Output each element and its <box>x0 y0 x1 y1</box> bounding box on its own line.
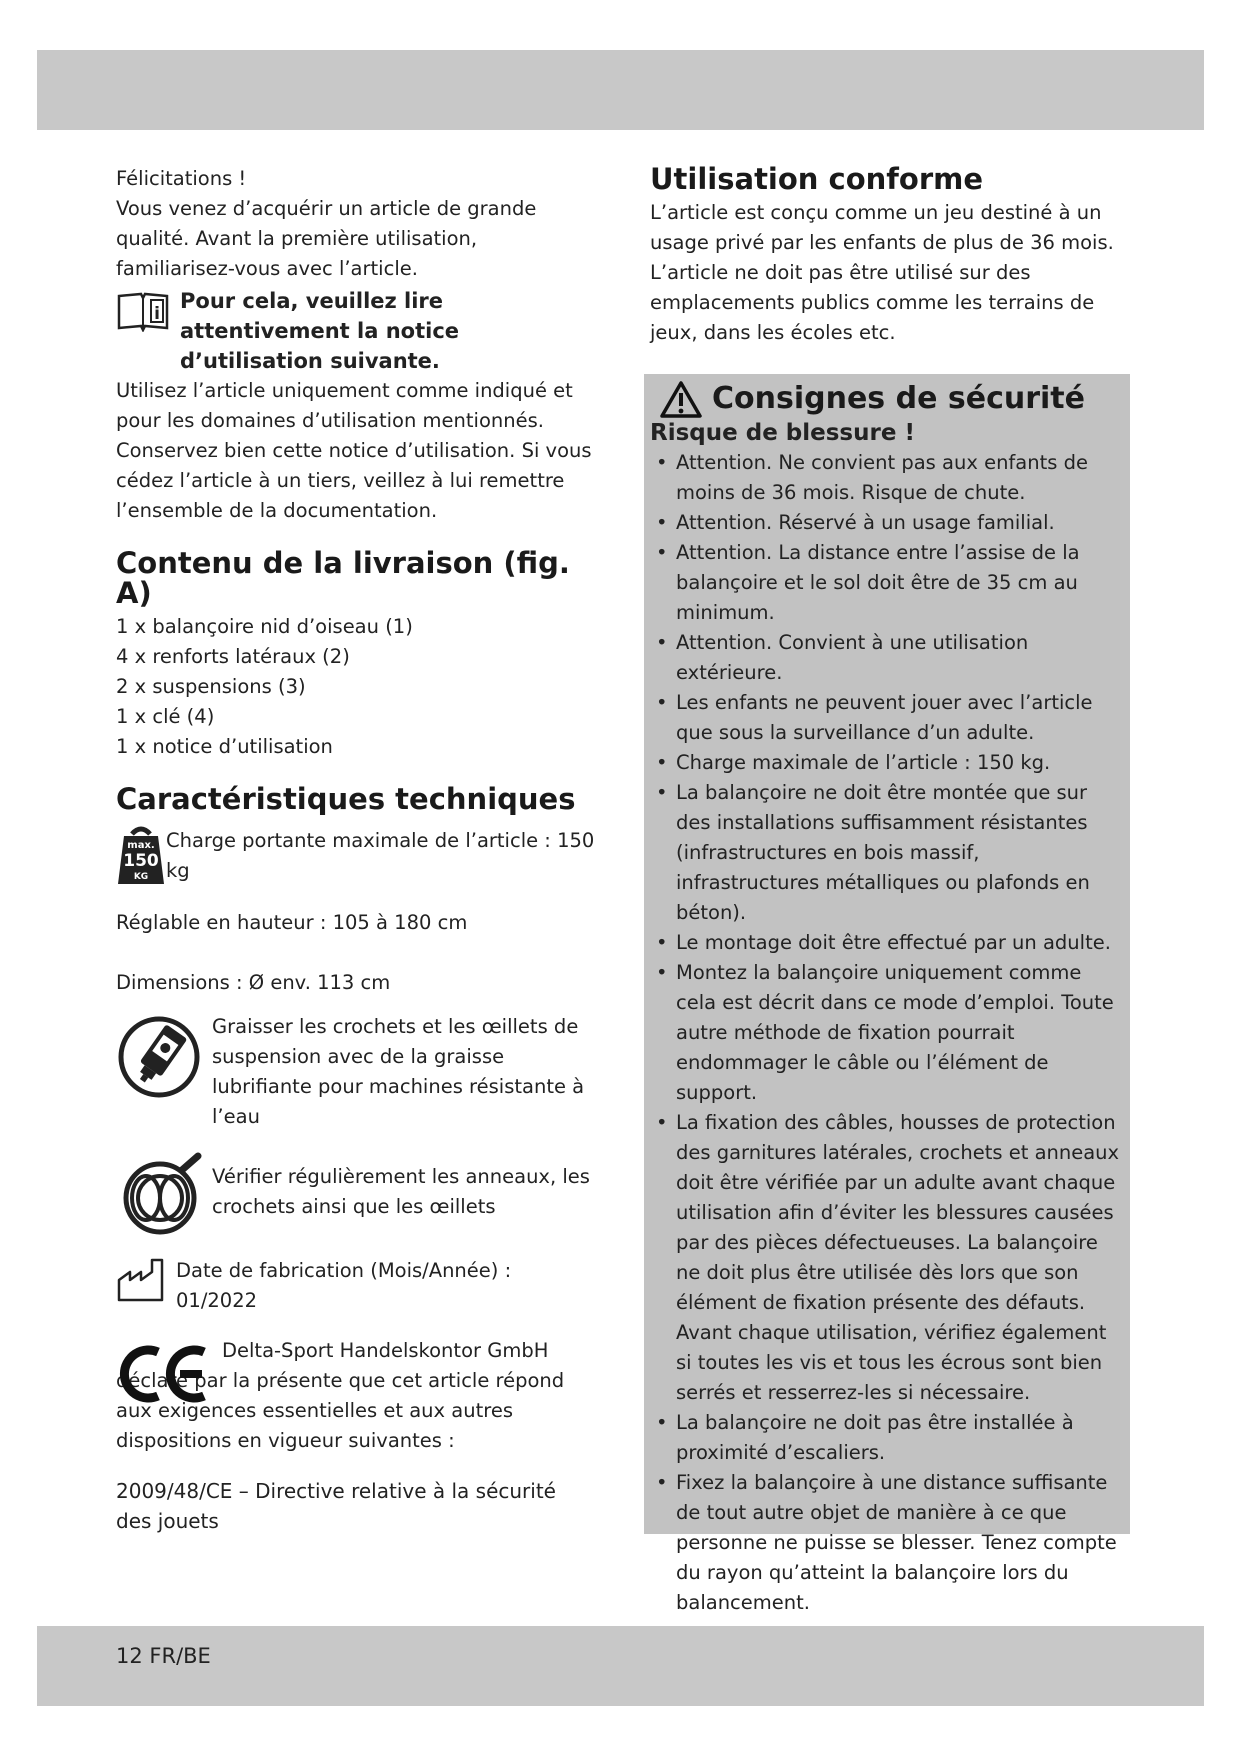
safety-item: • Attention. Convient à une utilisation extérieure. <box>650 628 1126 688</box>
grease-row <box>116 1012 596 1132</box>
intro-text-2: Utilisez l’article uniquement comme indiqué et pour les domaines d’utilisation mentionnés. Conservez bien cette notice d’utilisation. Si vous cédez l’article à un tiers, veillez à lui remettre l’ensemble de la documentation. <box>116 379 592 522</box>
page-number: 12 FR/BE <box>116 1644 211 1668</box>
right-column <box>650 164 1130 348</box>
manufacture-row <box>116 1256 596 1316</box>
directive-text: 2009/48/CE – Directive relative à la sécurité des jouets <box>116 1479 556 1533</box>
injury-risk-subheading: Risque de blessure ! <box>650 420 915 446</box>
manufacture-text: Date de fabrication (Mois/Année) : 01/2022 <box>176 1259 512 1312</box>
factory-icon <box>116 1256 170 1302</box>
ce-declaration-text: Delta-Sport Handelskontor GmbH déclare par la présente que cet article répond aux exigences essentielles et aux autres dispositions en vigueur suivantes : <box>116 1339 565 1452</box>
intro-text-1: Vous venez d’acquérir un article de grande qualité. Avant la première utilisation, familiarisez-vous avec l’article. <box>116 197 537 280</box>
height-text: Réglable en hauteur : 105 à 180 cm <box>116 911 468 934</box>
grease-tube-icon <box>116 1012 202 1102</box>
safety-title <box>650 380 1126 418</box>
footer-band <box>37 1626 1204 1706</box>
intro-congrats: Félicitations ! <box>116 167 247 190</box>
max-load-text: Charge portante maximale de l’article : 150 kg <box>166 829 595 882</box>
inspect-text: Vérifier régulièrement les anneaux, les crochets ainsi que les œillets <box>212 1165 590 1218</box>
safety-item: • Charge maximale de l’article : 150 kg. <box>650 748 1126 778</box>
weight-150kg-icon <box>116 822 166 888</box>
safety-item: • La fixation des câbles, housses de protection des garnitures latérales, crochets et anneaux doit être vérifiée par un adulte avant chaque utilisation afin d’éviter les blessures causées par des pièces défectueuses. La balançoire ne doit plus être utilisée dès lors que son élément de fixation présente des défauts. Avant chaque utilisation, vérifiez également si toutes les vis et tous les écrous sont bien serrés et resserrez-les si nécessaire. <box>650 1108 1126 1408</box>
delivery-item: 1 x clé (4) <box>116 705 215 728</box>
safety-list <box>650 448 1126 1618</box>
safety-item: • Fixez la balançoire à une distance suffisante de tout autre objet de manière à ce que personne ne puisse se blesser. Tenez compte du rayon qu’atteint la balançoire lors du balancement. <box>650 1468 1126 1618</box>
delivery-list <box>116 612 596 762</box>
safety-item: • Montez la balançoire uniquement comme cela est décrit dans ce mode d’emploi. Toute autre méthode de fixation pourrait endommager le câble ou l’élément de support. <box>650 958 1126 1108</box>
safety-heading: Consignes de sécurité <box>712 381 1085 416</box>
delivery-item: 1 x balançoire nid d’oiseau (1) <box>116 615 413 638</box>
safety-item: • Attention. La distance entre l’assise de la balançoire et le sol doit être de 35 cm au minimum. <box>650 538 1126 628</box>
header-band <box>37 50 1204 130</box>
max-load-row <box>116 822 596 888</box>
svg-text:150: 150 <box>123 851 159 871</box>
read-manual-note <box>116 286 596 376</box>
safety-item: • Les enfants ne peuvent jouer avec l’article que sous la surveillance d’un adulte. <box>650 688 1126 748</box>
left-column <box>116 164 596 1536</box>
delivery-item: 1 x notice d’utilisation <box>116 735 333 758</box>
svg-text:max.: max. <box>127 840 155 851</box>
tech-heading: Caractéristiques techniques <box>116 782 576 816</box>
grease-text: Graisser les crochets et les œillets de suspension avec de la graisse lubrifiante pour machines résistante à l’eau <box>212 1015 585 1128</box>
ce-mark-icon <box>116 1336 212 1410</box>
inspect-rings-icon <box>116 1152 202 1236</box>
safety-item: • La balançoire ne doit être montée que sur des installations suffisamment résistantes (infrastructures en bois massif, infrastructures métalliques ou plafonds en béton). <box>650 778 1126 928</box>
safety-item: • Attention. Réservé à un usage familial. <box>650 508 1126 538</box>
svg-text:KG: KG <box>133 872 149 882</box>
delivery-item: 2 x suspensions (3) <box>116 675 306 698</box>
delivery-item: 4 x renforts latéraux (2) <box>116 645 350 668</box>
safety-item: • La balançoire ne doit pas être installée à proximité d’escaliers. <box>650 1408 1126 1468</box>
svg-text:i: i <box>154 304 160 324</box>
safety-section <box>650 380 1126 1618</box>
safety-item: • Le montage doit être effectué par un adulte. <box>650 928 1126 958</box>
dimensions-text: Dimensions : Ø env. 113 cm <box>116 971 391 994</box>
usage-text: L’article est conçu comme un jeu destiné à un usage privé par les enfants de plus de 36 mois. L’article ne doit pas être utilisé sur des emplacements publics comme les terrains de jeux, dans les écoles etc. <box>650 201 1114 344</box>
inspect-row <box>116 1152 596 1232</box>
warning-triangle-icon <box>660 380 702 418</box>
delivery-heading: Contenu de la livraison (fig. A) <box>116 546 570 610</box>
manual-book-icon <box>116 290 170 332</box>
read-manual-text: Pour cela, veuillez lire attentivement la notice d’utilisation suivante. <box>180 289 460 373</box>
usage-heading: Utilisation conforme <box>650 162 984 196</box>
safety-item: • Attention. Ne convient pas aux enfants de moins de 36 mois. Risque de chute. <box>650 448 1126 508</box>
